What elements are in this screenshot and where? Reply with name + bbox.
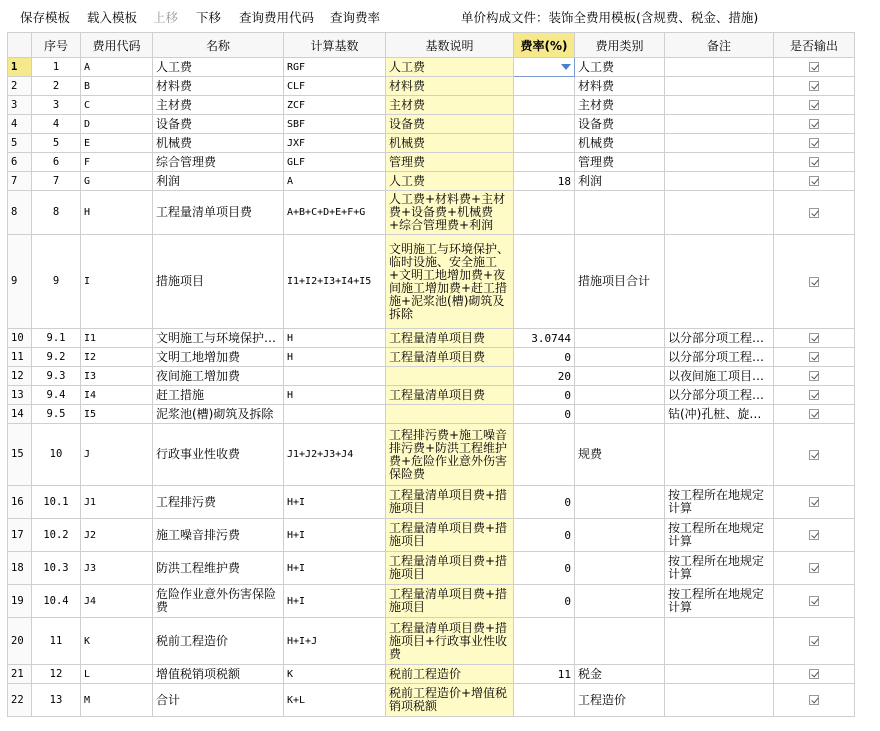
seq-cell[interactable]: 10.3	[32, 552, 81, 585]
row-index-cell[interactable]: 3	[8, 96, 32, 115]
name-cell[interactable]: 设备费	[153, 115, 284, 134]
fee-category-cell[interactable]	[575, 486, 665, 519]
col-header-seq[interactable]: 序号	[32, 33, 81, 58]
fee-category-cell[interactable]	[575, 519, 665, 552]
fee-category-cell[interactable]	[575, 585, 665, 618]
name-cell[interactable]: 危险作业意外伤害保险费	[153, 585, 284, 618]
template-label: 单价构成文件：	[461, 10, 549, 25]
note-cell[interactable]	[665, 134, 774, 153]
row-index-cell[interactable]: 16	[8, 486, 32, 519]
calc-base-cell[interactable]: H	[284, 386, 386, 405]
note-cell[interactable]	[665, 665, 774, 684]
output-cell[interactable]	[774, 134, 855, 153]
output-checkbox[interactable]	[809, 497, 819, 507]
fee-category-cell[interactable]: 主材费	[575, 96, 665, 115]
name-cell[interactable]: 利润	[153, 172, 284, 191]
seq-cell[interactable]: 10.1	[32, 486, 81, 519]
base-description-cell[interactable]: 工程量清单项目费	[386, 348, 514, 367]
note-cell[interactable]: 按工程所在地规定计算	[665, 486, 774, 519]
rate-cell[interactable]	[514, 134, 575, 153]
col-header-category[interactable]: 费用类别	[575, 33, 665, 58]
note-cell[interactable]: 以分部分项工程…	[665, 329, 774, 348]
row-index-cell[interactable]: 5	[8, 134, 32, 153]
row-index-cell[interactable]: 11	[8, 348, 32, 367]
output-cell[interactable]	[774, 153, 855, 172]
fee-code-cell[interactable]: F	[81, 153, 153, 172]
fee-category-cell[interactable]: 机械费	[575, 134, 665, 153]
rate-cell[interactable]: 0	[514, 348, 575, 367]
fee-category-cell[interactable]	[575, 348, 665, 367]
calc-base-cell[interactable]: GLF	[284, 153, 386, 172]
fee-code-cell[interactable]: J	[81, 424, 153, 486]
table-row[interactable]	[8, 405, 855, 424]
name-cell[interactable]: 工程量清单项目费	[153, 191, 284, 235]
output-cell[interactable]	[774, 386, 855, 405]
fee-code-cell[interactable]: I3	[81, 367, 153, 386]
calc-base-cell[interactable]	[284, 367, 386, 386]
rate-cell[interactable]: 0	[514, 386, 575, 405]
name-cell[interactable]: 文明工地增加费	[153, 348, 284, 367]
name-cell[interactable]: 主材费	[153, 96, 284, 115]
note-cell[interactable]	[665, 172, 774, 191]
output-cell[interactable]	[774, 96, 855, 115]
name-cell[interactable]: 泥浆池(槽)砌筑及拆除	[153, 405, 284, 424]
seq-cell[interactable]: 3	[32, 96, 81, 115]
rate-cell[interactable]	[514, 58, 575, 77]
output-checkbox[interactable]	[809, 119, 819, 129]
base-description-cell[interactable]: 税前工程造价	[386, 665, 514, 684]
seq-cell[interactable]: 10	[32, 424, 81, 486]
note-cell[interactable]	[665, 235, 774, 329]
base-description-cell[interactable]: 文明施工与环境保护、临时设施、安全施工+文明工地增加费+夜间施工增加费+赶工措施+泥浆池(槽)砌筑及拆除	[386, 235, 514, 329]
table-row[interactable]	[8, 618, 855, 665]
fee-category-cell[interactable]	[575, 329, 665, 348]
fee-code-cell[interactable]: B	[81, 77, 153, 96]
name-cell[interactable]: 夜间施工增加费	[153, 367, 284, 386]
output-checkbox[interactable]	[809, 333, 819, 343]
calc-base-cell[interactable]	[284, 405, 386, 424]
row-index-cell[interactable]: 19	[8, 585, 32, 618]
output-checkbox[interactable]	[809, 450, 819, 460]
name-cell[interactable]: 材料费	[153, 77, 284, 96]
output-cell[interactable]	[774, 77, 855, 96]
calc-base-cell[interactable]: CLF	[284, 77, 386, 96]
table-row[interactable]	[8, 665, 855, 684]
output-checkbox[interactable]	[809, 390, 819, 400]
row-index-cell[interactable]: 18	[8, 552, 32, 585]
output-cell[interactable]	[774, 519, 855, 552]
calc-base-cell[interactable]: RGF	[284, 58, 386, 77]
calc-base-cell[interactable]: H+I	[284, 585, 386, 618]
rate-cell[interactable]: 0	[514, 552, 575, 585]
calc-base-cell[interactable]: K	[284, 665, 386, 684]
base-description-cell[interactable]: 主材费	[386, 96, 514, 115]
output-cell[interactable]	[774, 235, 855, 329]
name-cell[interactable]: 工程排污费	[153, 486, 284, 519]
row-index-cell[interactable]: 4	[8, 115, 32, 134]
fee-category-cell[interactable]: 措施项目合计	[575, 235, 665, 329]
fee-code-cell[interactable]: L	[81, 665, 153, 684]
note-cell[interactable]	[665, 77, 774, 96]
rate-cell[interactable]	[514, 191, 575, 235]
base-description-cell[interactable]: 管理费	[386, 153, 514, 172]
seq-cell[interactable]: 1	[32, 58, 81, 77]
fee-category-cell[interactable]: 设备费	[575, 115, 665, 134]
base-description-cell[interactable]: 工程量清单项目费	[386, 329, 514, 348]
output-cell[interactable]	[774, 58, 855, 77]
seq-cell[interactable]: 10.2	[32, 519, 81, 552]
fee-category-cell[interactable]: 工程造价	[575, 684, 665, 717]
calc-base-cell[interactable]: H	[284, 329, 386, 348]
table-row[interactable]	[8, 519, 855, 552]
fee-category-cell[interactable]	[575, 191, 665, 235]
header-row	[8, 33, 855, 58]
seq-cell[interactable]: 13	[32, 684, 81, 717]
toolbar	[0, 0, 880, 33]
seq-cell[interactable]: 9.2	[32, 348, 81, 367]
output-checkbox[interactable]	[809, 371, 819, 381]
rate-cell[interactable]: 18	[514, 172, 575, 191]
row-index-cell[interactable]: 7	[8, 172, 32, 191]
fee-category-cell[interactable]: 人工费	[575, 58, 665, 77]
seq-cell[interactable]: 12	[32, 665, 81, 684]
output-cell[interactable]	[774, 115, 855, 134]
row-index-cell[interactable]: 13	[8, 386, 32, 405]
name-cell[interactable]: 增值税销项税额	[153, 665, 284, 684]
row-index-cell[interactable]: 6	[8, 153, 32, 172]
seq-cell[interactable]: 6	[32, 153, 81, 172]
seq-cell[interactable]: 9.3	[32, 367, 81, 386]
table-row[interactable]	[8, 115, 855, 134]
table-row[interactable]	[8, 348, 855, 367]
rate-cell[interactable]	[514, 235, 575, 329]
table-row[interactable]	[8, 585, 855, 618]
note-cell[interactable]: 以夜间施工项目…	[665, 367, 774, 386]
note-cell[interactable]: 以分部分项工程…	[665, 348, 774, 367]
base-description-cell[interactable]: 工程排污费+施工噪音排污费+防洪工程维护费+危险作业意外伤害保险费	[386, 424, 514, 486]
name-cell[interactable]: 措施项目	[153, 235, 284, 329]
col-header-output[interactable]: 是否输出	[774, 33, 855, 58]
fee-category-cell[interactable]	[575, 405, 665, 424]
fee-category-cell[interactable]: 利润	[575, 172, 665, 191]
row-index-cell[interactable]: 8	[8, 191, 32, 235]
table-row[interactable]	[8, 172, 855, 191]
calc-base-cell[interactable]: SBF	[284, 115, 386, 134]
table-row[interactable]	[8, 552, 855, 585]
seq-cell[interactable]: 10.4	[32, 585, 81, 618]
name-cell[interactable]: 税前工程造价	[153, 618, 284, 665]
col-header-rate[interactable]: 费率(%)	[514, 33, 575, 58]
fee-category-cell[interactable]	[575, 552, 665, 585]
output-checkbox[interactable]	[809, 62, 819, 72]
calc-base-cell[interactable]: I1+I2+I3+I4+I5	[284, 235, 386, 329]
rate-cell[interactable]	[514, 424, 575, 486]
fee-code-cell[interactable]: G	[81, 172, 153, 191]
row-index-cell[interactable]: 10	[8, 329, 32, 348]
note-cell[interactable]	[665, 191, 774, 235]
chevron-down-icon[interactable]	[561, 64, 571, 70]
table-row[interactable]	[8, 684, 855, 717]
row-index-cell[interactable]: 22	[8, 684, 32, 717]
rate-cell[interactable]: 3.0744	[514, 329, 575, 348]
note-cell[interactable]: 按工程所在地规定计算	[665, 552, 774, 585]
query-fee-code-button[interactable]: 查询费用代码	[239, 10, 315, 25]
output-cell[interactable]	[774, 486, 855, 519]
note-cell[interactable]: 按工程所在地规定计算	[665, 519, 774, 552]
table-row[interactable]	[8, 486, 855, 519]
row-index-cell[interactable]: 17	[8, 519, 32, 552]
seq-cell[interactable]: 2	[32, 77, 81, 96]
output-checkbox[interactable]	[809, 409, 819, 419]
seq-cell[interactable]: 9	[32, 235, 81, 329]
base-description-cell[interactable]: 人工费	[386, 172, 514, 191]
fee-category-cell[interactable]: 税金	[575, 665, 665, 684]
rate-cell[interactable]	[514, 618, 575, 665]
name-cell[interactable]: 行政事业性收费	[153, 424, 284, 486]
fee-category-cell[interactable]: 管理费	[575, 153, 665, 172]
output-cell[interactable]	[774, 618, 855, 665]
corner-header[interactable]	[8, 33, 32, 58]
fee-code-cell[interactable]: I1	[81, 329, 153, 348]
output-checkbox[interactable]	[809, 669, 819, 679]
fee-code-cell[interactable]: J1	[81, 486, 153, 519]
calc-base-cell[interactable]: K+L	[284, 684, 386, 717]
seq-cell[interactable]: 4	[32, 115, 81, 134]
fee-code-cell[interactable]: I	[81, 235, 153, 329]
fee-code-cell[interactable]: I2	[81, 348, 153, 367]
rate-cell[interactable]: 0	[514, 519, 575, 552]
base-description-cell[interactable]: 工程量清单项目费	[386, 386, 514, 405]
fee-category-cell[interactable]: 规费	[575, 424, 665, 486]
fee-code-cell[interactable]: I4	[81, 386, 153, 405]
note-cell[interactable]	[665, 115, 774, 134]
load-template-button[interactable]: 载入模板	[87, 10, 138, 25]
name-cell[interactable]: 文明施工与环境保护…	[153, 329, 284, 348]
table-row[interactable]	[8, 191, 855, 235]
name-cell[interactable]: 赶工措施	[153, 386, 284, 405]
seq-cell[interactable]: 9.4	[32, 386, 81, 405]
calc-base-cell[interactable]: A	[284, 172, 386, 191]
base-description-cell[interactable]: 人工费	[386, 58, 514, 77]
save-template-button[interactable]: 保存模板	[20, 10, 71, 25]
base-description-cell[interactable]: 税前工程造价+增值税销项税额	[386, 684, 514, 717]
calc-base-cell[interactable]: J1+J2+J3+J4	[284, 424, 386, 486]
base-description-cell[interactable]: 工程量清单项目费+措施项目	[386, 486, 514, 519]
row-index-cell[interactable]: 1	[8, 58, 32, 77]
output-cell[interactable]	[774, 348, 855, 367]
note-cell[interactable]	[665, 153, 774, 172]
calc-base-cell[interactable]: JXF	[284, 134, 386, 153]
template-name: 装饰全费用模板(含规费、税金、措施)	[548, 10, 759, 25]
output-cell[interactable]	[774, 405, 855, 424]
table-row[interactable]	[8, 329, 855, 348]
base-description-cell[interactable]: 工程量清单项目费+措施项目	[386, 519, 514, 552]
note-cell[interactable]	[665, 96, 774, 115]
rate-cell[interactable]	[514, 115, 575, 134]
fee-code-cell[interactable]: D	[81, 115, 153, 134]
fee-category-cell[interactable]	[575, 367, 665, 386]
rate-cell[interactable]	[514, 153, 575, 172]
output-checkbox[interactable]	[809, 138, 819, 148]
output-cell[interactable]	[774, 172, 855, 191]
col-header-note[interactable]: 备注	[665, 33, 774, 58]
seq-cell[interactable]: 11	[32, 618, 81, 665]
fee-composition-table	[7, 32, 855, 717]
row-index-cell[interactable]: 14	[8, 405, 32, 424]
fee-code-cell[interactable]: J4	[81, 585, 153, 618]
seq-cell[interactable]: 5	[32, 134, 81, 153]
output-cell[interactable]	[774, 424, 855, 486]
output-checkbox[interactable]	[809, 157, 819, 167]
output-checkbox[interactable]	[809, 563, 819, 573]
row-index-cell[interactable]: 21	[8, 665, 32, 684]
col-header-code[interactable]: 费用代码	[81, 33, 153, 58]
table-row[interactable]	[8, 235, 855, 329]
name-cell[interactable]: 机械费	[153, 134, 284, 153]
output-checkbox[interactable]	[809, 277, 819, 287]
output-cell[interactable]	[774, 191, 855, 235]
base-description-cell[interactable]: 设备费	[386, 115, 514, 134]
fee-code-cell[interactable]: C	[81, 96, 153, 115]
col-header-name[interactable]: 名称	[153, 33, 284, 58]
output-cell[interactable]	[774, 329, 855, 348]
row-index-cell[interactable]: 9	[8, 235, 32, 329]
base-description-cell[interactable]: 人工费+材料费+主材费+设备费+机械费+综合管理费+利润	[386, 191, 514, 235]
note-cell[interactable]: 按工程所在地规定计算	[665, 585, 774, 618]
name-cell[interactable]: 综合管理费	[153, 153, 284, 172]
output-cell[interactable]	[774, 665, 855, 684]
note-cell[interactable]	[665, 58, 774, 77]
rate-cell[interactable]	[514, 684, 575, 717]
output-cell[interactable]	[774, 684, 855, 717]
output-checkbox[interactable]	[809, 176, 819, 186]
note-cell[interactable]	[665, 618, 774, 665]
base-description-cell[interactable]	[386, 405, 514, 424]
fee-code-cell[interactable]: E	[81, 134, 153, 153]
rate-cell[interactable]	[514, 77, 575, 96]
base-description-cell[interactable]: 材料费	[386, 77, 514, 96]
output-checkbox[interactable]	[809, 636, 819, 646]
fee-category-cell[interactable]	[575, 618, 665, 665]
fee-code-cell[interactable]: A	[81, 58, 153, 77]
col-header-base[interactable]: 计算基数	[284, 33, 386, 58]
table-row[interactable]	[8, 58, 855, 77]
rate-cell[interactable]: 0	[514, 486, 575, 519]
note-cell[interactable]: 钻(冲)孔桩、旋…	[665, 405, 774, 424]
output-cell[interactable]	[774, 367, 855, 386]
fee-code-cell[interactable]: H	[81, 191, 153, 235]
row-index-cell[interactable]: 2	[8, 77, 32, 96]
seq-cell[interactable]: 8	[32, 191, 81, 235]
col-header-basis[interactable]: 基数说明	[386, 33, 514, 58]
calc-base-cell[interactable]: H+I	[284, 519, 386, 552]
rate-cell[interactable]: 0	[514, 405, 575, 424]
name-cell[interactable]: 合计	[153, 684, 284, 717]
calc-base-cell[interactable]: H+I	[284, 552, 386, 585]
row-index-cell[interactable]: 20	[8, 618, 32, 665]
calc-base-cell[interactable]: H+I+J	[284, 618, 386, 665]
rate-cell[interactable]: 0	[514, 585, 575, 618]
table-row[interactable]	[8, 386, 855, 405]
calc-base-cell[interactable]: A+B+C+D+E+F+G	[284, 191, 386, 235]
output-checkbox[interactable]	[809, 208, 819, 218]
fee-code-cell[interactable]: K	[81, 618, 153, 665]
table-row[interactable]	[8, 367, 855, 386]
output-checkbox[interactable]	[809, 100, 819, 110]
output-checkbox[interactable]	[809, 695, 819, 705]
fee-category-cell[interactable]: 材料费	[575, 77, 665, 96]
move-down-button[interactable]: 下移	[196, 10, 222, 25]
table-row[interactable]	[8, 77, 855, 96]
name-cell[interactable]: 人工费	[153, 58, 284, 77]
note-cell[interactable]: 以分部分项工程…	[665, 386, 774, 405]
table-row[interactable]	[8, 424, 855, 486]
name-cell[interactable]: 防洪工程维护费	[153, 552, 284, 585]
output-checkbox[interactable]	[809, 596, 819, 606]
row-index-cell[interactable]: 15	[8, 424, 32, 486]
base-description-cell[interactable]: 工程量清单项目费+措施项目	[386, 585, 514, 618]
calc-base-cell[interactable]: H	[284, 348, 386, 367]
seq-cell[interactable]: 7	[32, 172, 81, 191]
name-cell[interactable]: 施工噪音排污费	[153, 519, 284, 552]
move-up-button[interactable]: 上移	[153, 10, 179, 25]
fee-code-cell[interactable]: I5	[81, 405, 153, 424]
output-checkbox[interactable]	[809, 352, 819, 362]
seq-cell[interactable]: 9.5	[32, 405, 81, 424]
calc-base-cell[interactable]: ZCF	[284, 96, 386, 115]
note-cell[interactable]	[665, 424, 774, 486]
base-description-cell[interactable]: 工程量清单项目费+措施项目+行政事业性收费	[386, 618, 514, 665]
base-description-cell[interactable]: 机械费	[386, 134, 514, 153]
rate-cell[interactable]: 11	[514, 665, 575, 684]
row-index-cell[interactable]: 12	[8, 367, 32, 386]
table-row[interactable]	[8, 153, 855, 172]
rate-cell[interactable]: 20	[514, 367, 575, 386]
template-info	[461, 10, 758, 26]
output-checkbox[interactable]	[809, 530, 819, 540]
base-description-cell[interactable]	[386, 367, 514, 386]
table-row[interactable]	[8, 96, 855, 115]
base-description-cell[interactable]: 工程量清单项目费+措施项目	[386, 552, 514, 585]
fee-code-cell[interactable]: J2	[81, 519, 153, 552]
fee-code-cell[interactable]: J3	[81, 552, 153, 585]
fee-code-cell[interactable]: M	[81, 684, 153, 717]
note-cell[interactable]	[665, 684, 774, 717]
output-cell[interactable]	[774, 552, 855, 585]
rate-cell[interactable]	[514, 96, 575, 115]
output-cell[interactable]	[774, 585, 855, 618]
calc-base-cell[interactable]: H+I	[284, 486, 386, 519]
table-row[interactable]	[8, 134, 855, 153]
seq-cell[interactable]: 9.1	[32, 329, 81, 348]
fee-category-cell[interactable]	[575, 386, 665, 405]
query-rate-button[interactable]: 查询费率	[330, 10, 381, 25]
output-checkbox[interactable]	[809, 81, 819, 91]
